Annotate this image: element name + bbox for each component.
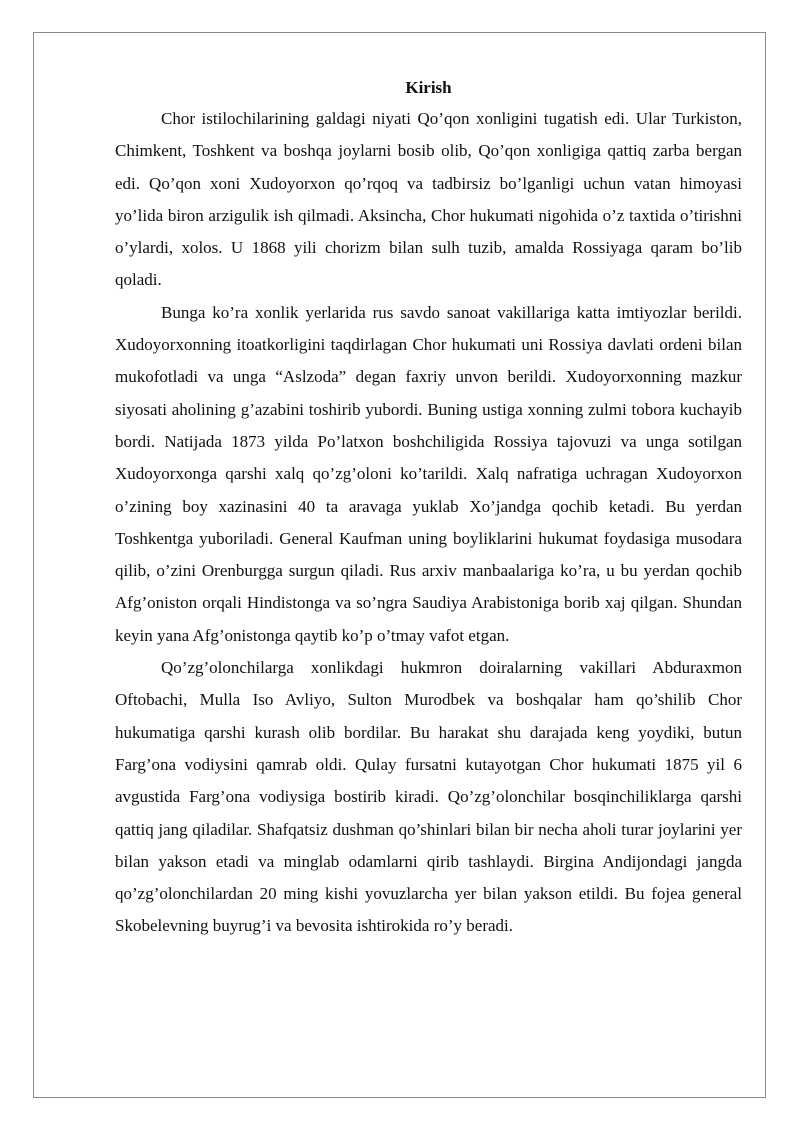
document-title: Kirish xyxy=(405,78,452,97)
paragraph-1: Chor istilochilarining galdagi niyati Qo’qon xonligini tugatish edi. Ular Turkiston, Chimkent, Toshkent va boshqa joylarni bosib olib, Qo’qon xonligiga qattiq zarba bergan edi. Qo’qon xoni Xudoyorxon qo’rqoq va tadbirsiz bo’lganligi uchun vatan himoyasi yo’lida biron arzigulik ish qilmadi. Aksincha, Chor hukumati nigohida o’z taxtida o’tirishni o’ylardi, xolos. U 1868 yili chorizm bilan sulh tuzib, amalda Rossiyaga qaram bo’lib qoladi. xyxy=(115,109,742,290)
document-body xyxy=(115,73,742,943)
paragraph-3: Qo’zg’olonchilarga xonlikdagi hukmron doiralarning vakillari Abduraxmon Oftobachi, Mulla Iso Avliyo, Sulton Murodbek va boshqalar ham qo’shilib Chor hukumatiga qarshi kurash olib bordilar. Bu harakat shu darajada keng yoydiki, butun Farg’ona vodiysini qamrab oldi. Qulay fursatni kutayotgan Chor hukumati 1875 yil 6 avgustida Farg’ona vodiysiga bostirib kiradi. Qo’zg’olonchilar bosqinchiliklarga qarshi qattiq jang qiladilar. Shafqatsiz dushman qo’shinlari bilan bir necha aholi turar joylarini yer bilan yakson etadi va minglab odamlarni qirib tashlaydi. Birgina Andijondagi jangda qo’zg’olonchilardan 20 ming kishi yovuzlarcha yer bilan yakson etildi. Bu fojea general Skobelevning buyrug’i va bevosita ishtirokida ro’y beradi. xyxy=(115,658,742,936)
paragraph-2: Bunga ko’ra xonlik yerlarida rus savdo sanoat vakillariga katta imtiyozlar berildi. Xudoyorxonning itoatkorligini taqdirlagan Chor hukumati uni Rossiya davlati ordeni bilan mukofotladi va unga “Aslzoda” degan faxriy unvon berildi. Xudoyorxonning mazkur siyosati aholining g’azabini toshirib yubordi. Buning ustiga xonning zulmi tobora kuchayib bordi. Natijada 1873 yilda Po’latxon boshchiligida Rossiya tajovuzi va unga sotilgan Xudoyorxonga qarshi xalq qo’zg’oloni ko’tarildi. Xalq nafratiga uchragan Xudoyorxon o’zining boy xazinasini 40 ta aravaga yuklab Xo’jandga qochib ketadi. Bu yerdan Toshkentga yuboriladi. General Kaufman uning boyliklarini hukumat foydasiga musodara qilib, o’zini Orenburgga surgun qiladi. Rus arxiv manbaalariga ko’ra, u bu yerdan qochib Afg’oniston orqali Hindistonga va so’ngra Saudiya Arabistoniga borib xaj qilgan. Shundan keyin yana Afg’onistonga qaytib ko’p o’tmay vafot etgan. xyxy=(115,302,742,645)
